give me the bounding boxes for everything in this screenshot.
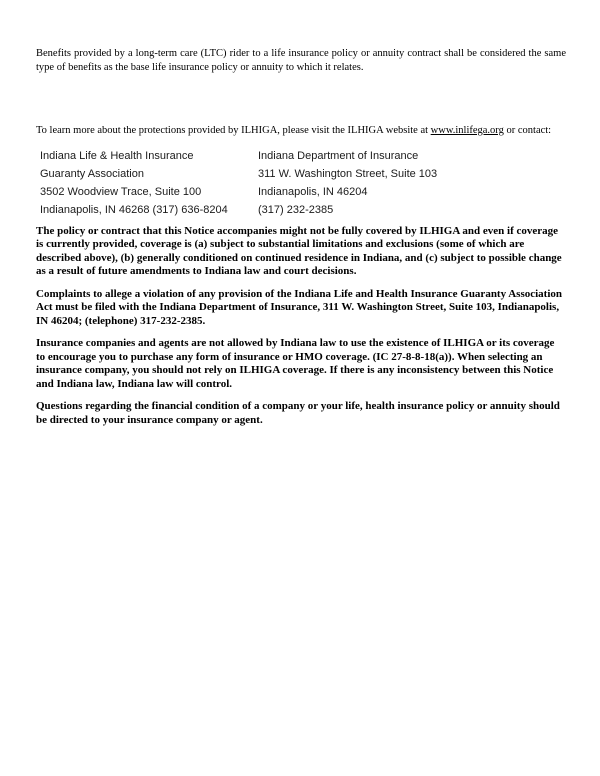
contact-address-block bbox=[36, 147, 566, 219]
paragraph-questions: Questions regarding the financial condition of a company or your life, health insurance policy or annuity should be directed to your insurance company or agent. bbox=[36, 400, 560, 426]
ilhiga-website-link[interactable]: www.inlifega.org bbox=[430, 125, 504, 136]
address-line: Indiana Life & Health Insurance bbox=[40, 149, 194, 162]
paragraph-learn-more bbox=[36, 124, 566, 138]
address-line: (317) 232-2385 bbox=[258, 203, 334, 216]
address-line: 311 W. Washington Street, Suite 103 bbox=[258, 167, 438, 180]
address-line: Indianapolis, IN 46204 bbox=[258, 185, 368, 198]
guaranty-association-address bbox=[40, 147, 258, 219]
learn-more-prefix: To learn more about the protections provided by ILHIGA, please visit the ILHIGA website at bbox=[36, 125, 431, 136]
paragraph-ltc-rider: Benefits provided by a long-term care (LTC) rider to a life insurance policy or annuity contract shall be considered the same type of benefits as the base life insurance policy or annuity to which it relates. bbox=[36, 48, 566, 73]
paragraph-complaints: Complaints to allege a violation of any provision of the Indiana Life and Health Insurance Guaranty Association Act must be filed with the Indiana Department of Insurance, 311 W. Washington Street, Suite 103, Indianapolis, IN 46204; (telephone) 317-232-2385. bbox=[36, 287, 563, 327]
address-line: Indiana Department of Insurance bbox=[258, 149, 419, 162]
department-of-insurance-address bbox=[258, 147, 566, 219]
address-line: Guaranty Association bbox=[40, 167, 144, 180]
address-line: 3502 Woodview Trace, Suite 100 bbox=[40, 185, 202, 198]
paragraph-coverage-notice: The policy or contract that this Notice accompanies might not be fully covered by ILHIGA and even if coverage is currently provided, coverage is (a) subject to substantial limitations and exclusions (some of which are described above), (b) generally conditioned on continued residence in Indiana, and (c) subject to possible change as a result of future amendments to Indiana law and court decisions. bbox=[36, 224, 562, 277]
learn-more-suffix: or contact: bbox=[503, 125, 552, 136]
address-line: Indianapolis, IN 46268 (317) 636-8204 bbox=[40, 203, 228, 216]
paragraph-no-inducement: Insurance companies and agents are not allowed by Indiana law to use the existence of ILHIGA or its coverage to encourage you to purchase any form of insurance or HMO coverage. (IC 27-8-8-18(a)). When selecting an insurance company, you should not rely on ILHIGA coverage. If there is any inconsistency between this Notice and Indiana law, Indiana law will control. bbox=[36, 337, 555, 390]
